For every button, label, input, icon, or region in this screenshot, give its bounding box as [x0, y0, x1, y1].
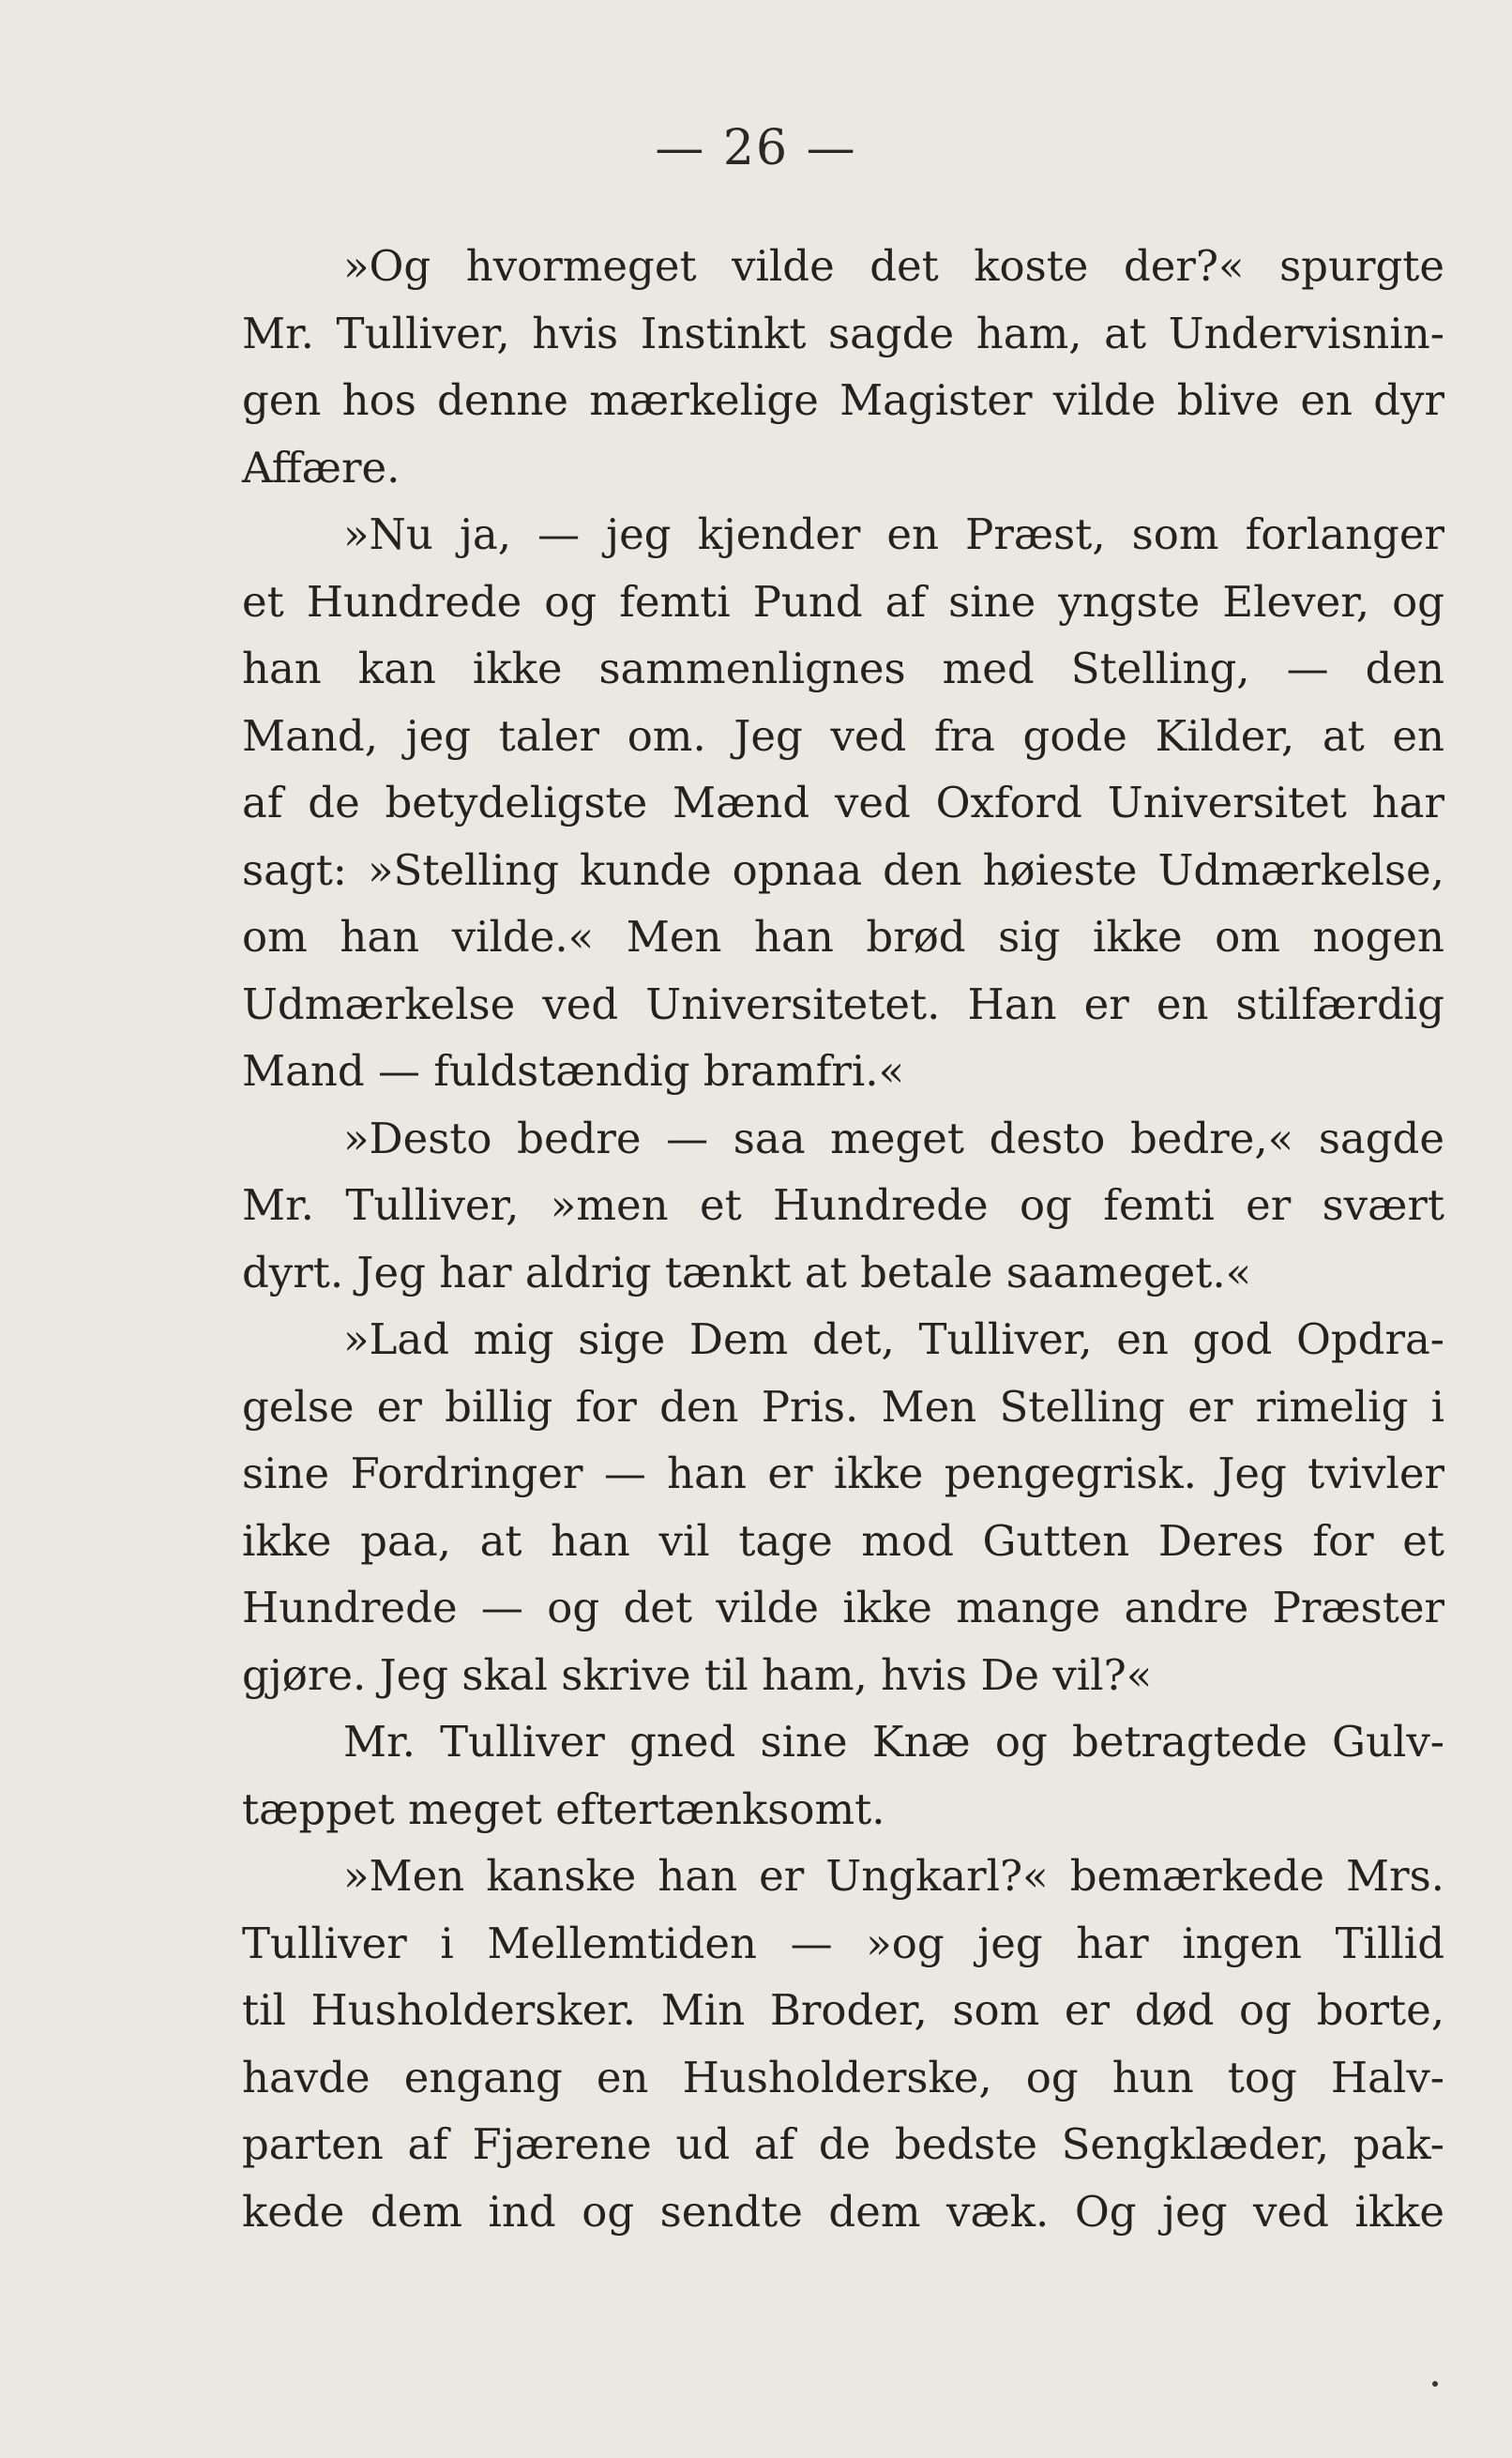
text-line: gelse er billig for den Pris. Men Stelling er rimelig i [242, 1381, 1444, 1432]
text-line: »Nu ja, — jeg kjender en Præst, som forlanger [343, 509, 1444, 559]
text-line: af de betydeligste Mænd ved Oxford Universitet har [242, 778, 1444, 827]
text-line: parten af Fjærene ud af de bedste Sengklæder, pak- [242, 2119, 1444, 2169]
text-line: sagt: »Stelling kunde opnaa den høieste Udmærkelse, [242, 844, 1444, 895]
text-line: havde engang en Husholderske, og hun tog Halv- [242, 2052, 1444, 2102]
text-line: »Og hvormeget vilde det koste der?« spurgte [343, 241, 1444, 291]
text-line: Hundrede — og det vilde ikke mange andre Præster [242, 1583, 1444, 1632]
text-line: Udmærkelse ved Universitetet. Han er en stilfærdig [242, 979, 1444, 1029]
text-line: Mand — fuldstændig bramfri.« [242, 1046, 905, 1096]
text-line: ikke paa, at han vil tage mod Gutten Deres for et [242, 1515, 1444, 1566]
text-line: dyrt. Jeg har aldrig tænkt at betale saameget.« [242, 1247, 1252, 1297]
text-line: Mr. Tulliver gned sine Knæ og betragtede Gulv- [343, 1717, 1444, 1767]
text-line: Mr. Tulliver, »men et Hundrede og femti er svært [242, 1180, 1444, 1230]
text-line: kede dem ind og sendte dem væk. Og jeg ved ikke [242, 2186, 1444, 2237]
text-line: »Lad mig sige Dem det, Tulliver, en god Opdra- [343, 1314, 1444, 1364]
text-line: til Husholdersker. Min Broder, som er død og borte, [242, 1985, 1444, 2035]
text-line: »Desto bedre — saa meget desto bedre,« sagde [343, 1113, 1444, 1163]
text-line: sine Fordringer — han er ikke pengegrisk. Jeg tvivler [242, 1449, 1444, 1498]
text-line: Affære. [242, 442, 401, 493]
text-line: tæppet meget eftertænksomt. [242, 1783, 885, 1834]
text-line: gjøre. Jeg skal skrive til ham, hvis De vil?« [242, 1649, 1153, 1700]
page-number: — 26 — [655, 120, 857, 176]
text-line: han kan ikke sammenlignes med Stelling, — den [242, 644, 1444, 693]
text-line: om han vilde.« Men han brød sig ikke om nogen [242, 912, 1444, 962]
text-line: Tulliver i Mellemtiden — »og jeg har ingen Tillid [242, 1918, 1444, 1968]
text-line: et Hundrede og femti Pund af sine yngste Elever, og [242, 576, 1444, 627]
ink-speck [1432, 2381, 1438, 2387]
body-text [242, 233, 1444, 2245]
text-line: gen hos denne mærkelige Magister vilde blive en dyr [242, 375, 1444, 425]
text-line: Mand, jeg taler om. Jeg ved fra gode Kilder, at en [242, 710, 1444, 761]
text-line: »Men kanske han er Ungkarl?« bemærkede Mrs. [343, 1851, 1444, 1901]
text-line: Mr. Tulliver, hvis Instinkt sagde ham, at Undervisnin- [242, 308, 1444, 358]
